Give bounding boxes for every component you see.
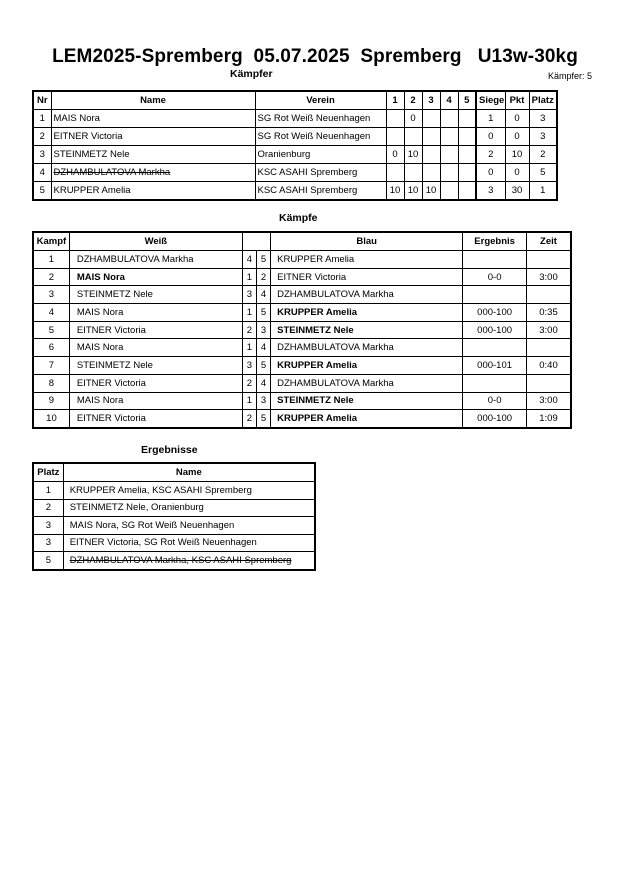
bout-row — [33, 268, 571, 286]
bout-wn-cell: 1 — [242, 339, 256, 357]
bout-bn-cell: 5 — [256, 410, 270, 428]
bout-wn-cell: 1 — [242, 392, 256, 410]
fighter-r2-cell — [404, 164, 422, 182]
fighter-pts-cell: 30 — [505, 182, 529, 201]
fighters-column-header: Platz — [529, 91, 557, 110]
fighter-r4-cell — [440, 164, 458, 182]
bout-row — [33, 357, 571, 375]
bout-bn-cell: 4 — [256, 374, 270, 392]
bout-wn-cell: 2 — [242, 410, 256, 428]
bout-no-cell: 5 — [33, 321, 69, 339]
result-name-cell: STEINMETZ Nele, Oranienburg — [63, 499, 315, 517]
fighter-r3-cell — [422, 110, 440, 128]
bout-time-cell — [526, 374, 571, 392]
bout-result-cell: 0-0 — [463, 268, 527, 286]
bout-bn-cell: 5 — [256, 304, 270, 322]
bout-bn-cell: 4 — [256, 339, 270, 357]
bout-result-cell — [463, 286, 527, 304]
fighter-r5-cell — [458, 146, 476, 164]
bout-row — [33, 339, 571, 357]
fighter-row — [33, 110, 557, 128]
bout-white-cell: EITNER Victoria — [69, 321, 242, 339]
fighter-place-cell: 2 — [529, 146, 557, 164]
bout-row — [33, 410, 571, 428]
result-place-cell: 3 — [33, 534, 63, 552]
fighter-name-cell: EITNER Victoria — [51, 128, 255, 146]
bout-blue-cell: KRUPPER Amelia — [271, 357, 463, 375]
results-heading: Ergebnisse — [141, 444, 198, 456]
fighter-place-cell: 3 — [529, 110, 557, 128]
bout-blue-cell: KRUPPER Amelia — [271, 304, 463, 322]
bout-time-cell — [526, 286, 571, 304]
bout-wn-cell: 4 — [242, 251, 256, 269]
fighter-wins-cell: 0 — [476, 128, 505, 146]
bout-row — [33, 392, 571, 410]
bout-bn-cell: 2 — [256, 268, 270, 286]
results-column-header: Name — [63, 463, 315, 482]
fighters-table — [32, 90, 558, 201]
fighter-row — [33, 182, 557, 201]
fighter-place-cell: 1 — [529, 182, 557, 201]
fighter-row — [33, 146, 557, 164]
fighters-column-header: Verein — [255, 91, 386, 110]
bout-result-cell: 0-0 — [463, 392, 527, 410]
fighter-wins-cell: 3 — [476, 182, 505, 201]
fighter-pts-cell: 10 — [505, 146, 529, 164]
fighter-r3-cell: 10 — [422, 182, 440, 201]
bout-bn-cell: 4 — [256, 286, 270, 304]
result-name-cell: MAIS Nora, SG Rot Weiß Neuenhagen — [63, 517, 315, 535]
fighter-r1-cell: 10 — [386, 182, 404, 201]
bout-bn-cell: 3 — [256, 321, 270, 339]
fighter-club-cell: SG Rot Weiß Neuenhagen — [255, 128, 386, 146]
result-place-cell: 5 — [33, 552, 63, 570]
bout-no-cell: 8 — [33, 374, 69, 392]
fighter-r3-cell — [422, 146, 440, 164]
fighter-name-cell: MAIS Nora — [51, 110, 255, 128]
result-row — [33, 552, 315, 570]
bout-blue-cell: DZHAMBULATOVA Markha — [271, 374, 463, 392]
bouts-column-header: Ergebnis — [463, 232, 527, 251]
fighter-nr-cell: 2 — [33, 128, 51, 146]
bout-result-cell: 000-100 — [463, 410, 527, 428]
bout-wn-cell: 1 — [242, 304, 256, 322]
bout-time-cell: 0:40 — [526, 357, 571, 375]
bout-white-cell: MAIS Nora — [69, 392, 242, 410]
fighter-pts-cell: 0 — [505, 164, 529, 182]
fighters-heading: Kämpfer — [230, 68, 273, 80]
bouts-column-header — [242, 232, 270, 251]
fighter-row — [33, 164, 557, 182]
bout-no-cell: 2 — [33, 268, 69, 286]
results-table — [32, 462, 316, 571]
bout-white-cell: DZHAMBULATOVA Markha — [69, 251, 242, 269]
fighter-place-cell: 5 — [529, 164, 557, 182]
bout-time-cell: 3:00 — [526, 392, 571, 410]
results-header-row — [33, 463, 315, 482]
fighter-count: Kämpfer: 5 — [548, 71, 593, 81]
bout-time-cell — [526, 339, 571, 357]
fighters-header-row — [33, 91, 557, 110]
fighter-name-cell: KRUPPER Amelia — [51, 182, 255, 201]
fighter-r2-cell: 10 — [404, 182, 422, 201]
bout-no-cell: 1 — [33, 251, 69, 269]
fighter-r5-cell — [458, 128, 476, 146]
bout-no-cell: 6 — [33, 339, 69, 357]
bout-bn-cell: 3 — [256, 392, 270, 410]
bout-blue-cell: DZHAMBULATOVA Markha — [271, 339, 463, 357]
fighters-column-header: Pkt — [505, 91, 529, 110]
bouts-column-header: Kampf — [33, 232, 69, 251]
fighter-r3-cell — [422, 164, 440, 182]
bout-white-cell: MAIS Nora — [69, 268, 242, 286]
bout-wn-cell: 2 — [242, 321, 256, 339]
bout-result-cell: 000-101 — [463, 357, 527, 375]
fighter-r1-cell — [386, 164, 404, 182]
bouts-column-header: Zeit — [526, 232, 571, 251]
fighter-r2-cell: 0 — [404, 110, 422, 128]
bout-white-cell: STEINMETZ Nele — [69, 286, 242, 304]
bout-row — [33, 374, 571, 392]
bout-row — [33, 286, 571, 304]
fighter-pts-cell: 0 — [505, 128, 529, 146]
bout-result-cell: 000-100 — [463, 304, 527, 322]
bout-blue-cell: STEINMETZ Nele — [271, 392, 463, 410]
fighter-r3-cell — [422, 128, 440, 146]
bout-white-cell: MAIS Nora — [69, 304, 242, 322]
bout-time-cell: 3:00 — [526, 268, 571, 286]
result-place-cell: 1 — [33, 482, 63, 500]
bout-result-cell — [463, 251, 527, 269]
fighter-club-cell: KSC ASAHI Spremberg — [255, 182, 386, 201]
fighter-r1-cell — [386, 110, 404, 128]
fighters-column-header: Nr — [33, 91, 51, 110]
result-place-cell: 3 — [33, 517, 63, 535]
bout-result-cell — [463, 339, 527, 357]
fighters-column-header: 3 — [422, 91, 440, 110]
bout-time-cell — [526, 251, 571, 269]
fighter-row — [33, 128, 557, 146]
bout-bn-cell: 5 — [256, 251, 270, 269]
fighter-r1-cell — [386, 128, 404, 146]
result-name-cell: EITNER Victoria, SG Rot Weiß Neuenhagen — [63, 534, 315, 552]
fighter-name-cell: STEINMETZ Nele — [51, 146, 255, 164]
fighter-nr-cell: 1 — [33, 110, 51, 128]
page-title: LEM2025-Spremberg 05.07.2025 Spremberg U13w-30kg — [52, 46, 578, 67]
fighter-r4-cell — [440, 146, 458, 164]
bout-row — [33, 304, 571, 322]
bouts-column-header: Weiß — [69, 232, 242, 251]
fighter-r2-cell: 10 — [404, 146, 422, 164]
fighter-r4-cell — [440, 182, 458, 201]
bout-bn-cell: 5 — [256, 357, 270, 375]
fighter-wins-cell: 2 — [476, 146, 505, 164]
result-row — [33, 534, 315, 552]
bout-time-cell: 3:00 — [526, 321, 571, 339]
bout-white-cell: STEINMETZ Nele — [69, 357, 242, 375]
bout-time-cell: 0:35 — [526, 304, 571, 322]
bout-white-cell: MAIS Nora — [69, 339, 242, 357]
bout-no-cell: 10 — [33, 410, 69, 428]
bouts-column-header: Blau — [271, 232, 463, 251]
fighters-column-header: Siege — [476, 91, 505, 110]
bout-time-cell: 1:09 — [526, 410, 571, 428]
bout-wn-cell: 1 — [242, 268, 256, 286]
fighter-r5-cell — [458, 182, 476, 201]
result-place-cell: 2 — [33, 499, 63, 517]
bout-no-cell: 7 — [33, 357, 69, 375]
results-column-header: Platz — [33, 463, 63, 482]
fighter-wins-cell: 1 — [476, 110, 505, 128]
fighters-column-header: 5 — [458, 91, 476, 110]
bouts-header-row — [33, 232, 571, 251]
fighter-club-cell: Oranienburg — [255, 146, 386, 164]
fighter-club-cell: KSC ASAHI Spremberg — [255, 164, 386, 182]
result-name-cell: KRUPPER Amelia, KSC ASAHI Spremberg — [63, 482, 315, 500]
result-row — [33, 482, 315, 500]
fighter-club-cell: SG Rot Weiß Neuenhagen — [255, 110, 386, 128]
result-name-cell: DZHAMBULATOVA Markha, KSC ASAHI Spremberg — [63, 552, 315, 570]
fighter-name-cell: DZHAMBULATOVA Markha — [51, 164, 255, 182]
bout-wn-cell: 3 — [242, 286, 256, 304]
bouts-table — [32, 231, 572, 429]
bout-result-cell: 000-100 — [463, 321, 527, 339]
fighter-pts-cell: 0 — [505, 110, 529, 128]
fighters-column-header: 2 — [404, 91, 422, 110]
fighter-nr-cell: 4 — [33, 164, 51, 182]
bout-white-cell: EITNER Victoria — [69, 374, 242, 392]
bouts-heading: Kämpfe — [279, 212, 318, 224]
bout-no-cell: 4 — [33, 304, 69, 322]
fighter-nr-cell: 5 — [33, 182, 51, 201]
fighter-r4-cell — [440, 128, 458, 146]
bout-blue-cell: EITNER Victoria — [271, 268, 463, 286]
bout-no-cell: 3 — [33, 286, 69, 304]
result-row — [33, 499, 315, 517]
bout-wn-cell: 3 — [242, 357, 256, 375]
bout-result-cell — [463, 374, 527, 392]
fighter-r2-cell — [404, 128, 422, 146]
fighter-wins-cell: 0 — [476, 164, 505, 182]
bout-row — [33, 321, 571, 339]
bout-white-cell: EITNER Victoria — [69, 410, 242, 428]
bout-blue-cell: KRUPPER Amelia — [271, 410, 463, 428]
fighters-column-header: Name — [51, 91, 255, 110]
bout-wn-cell: 2 — [242, 374, 256, 392]
bout-blue-cell: KRUPPER Amelia — [271, 251, 463, 269]
bout-no-cell: 9 — [33, 392, 69, 410]
result-row — [33, 517, 315, 535]
bout-blue-cell: STEINMETZ Nele — [271, 321, 463, 339]
fighter-r5-cell — [458, 164, 476, 182]
bout-blue-cell: DZHAMBULATOVA Markha — [271, 286, 463, 304]
bout-row — [33, 251, 571, 269]
fighter-r4-cell — [440, 110, 458, 128]
fighters-column-header: 1 — [386, 91, 404, 110]
fighter-r5-cell — [458, 110, 476, 128]
fighter-nr-cell: 3 — [33, 146, 51, 164]
fighter-r1-cell: 0 — [386, 146, 404, 164]
fighter-place-cell: 3 — [529, 128, 557, 146]
fighters-column-header: 4 — [440, 91, 458, 110]
